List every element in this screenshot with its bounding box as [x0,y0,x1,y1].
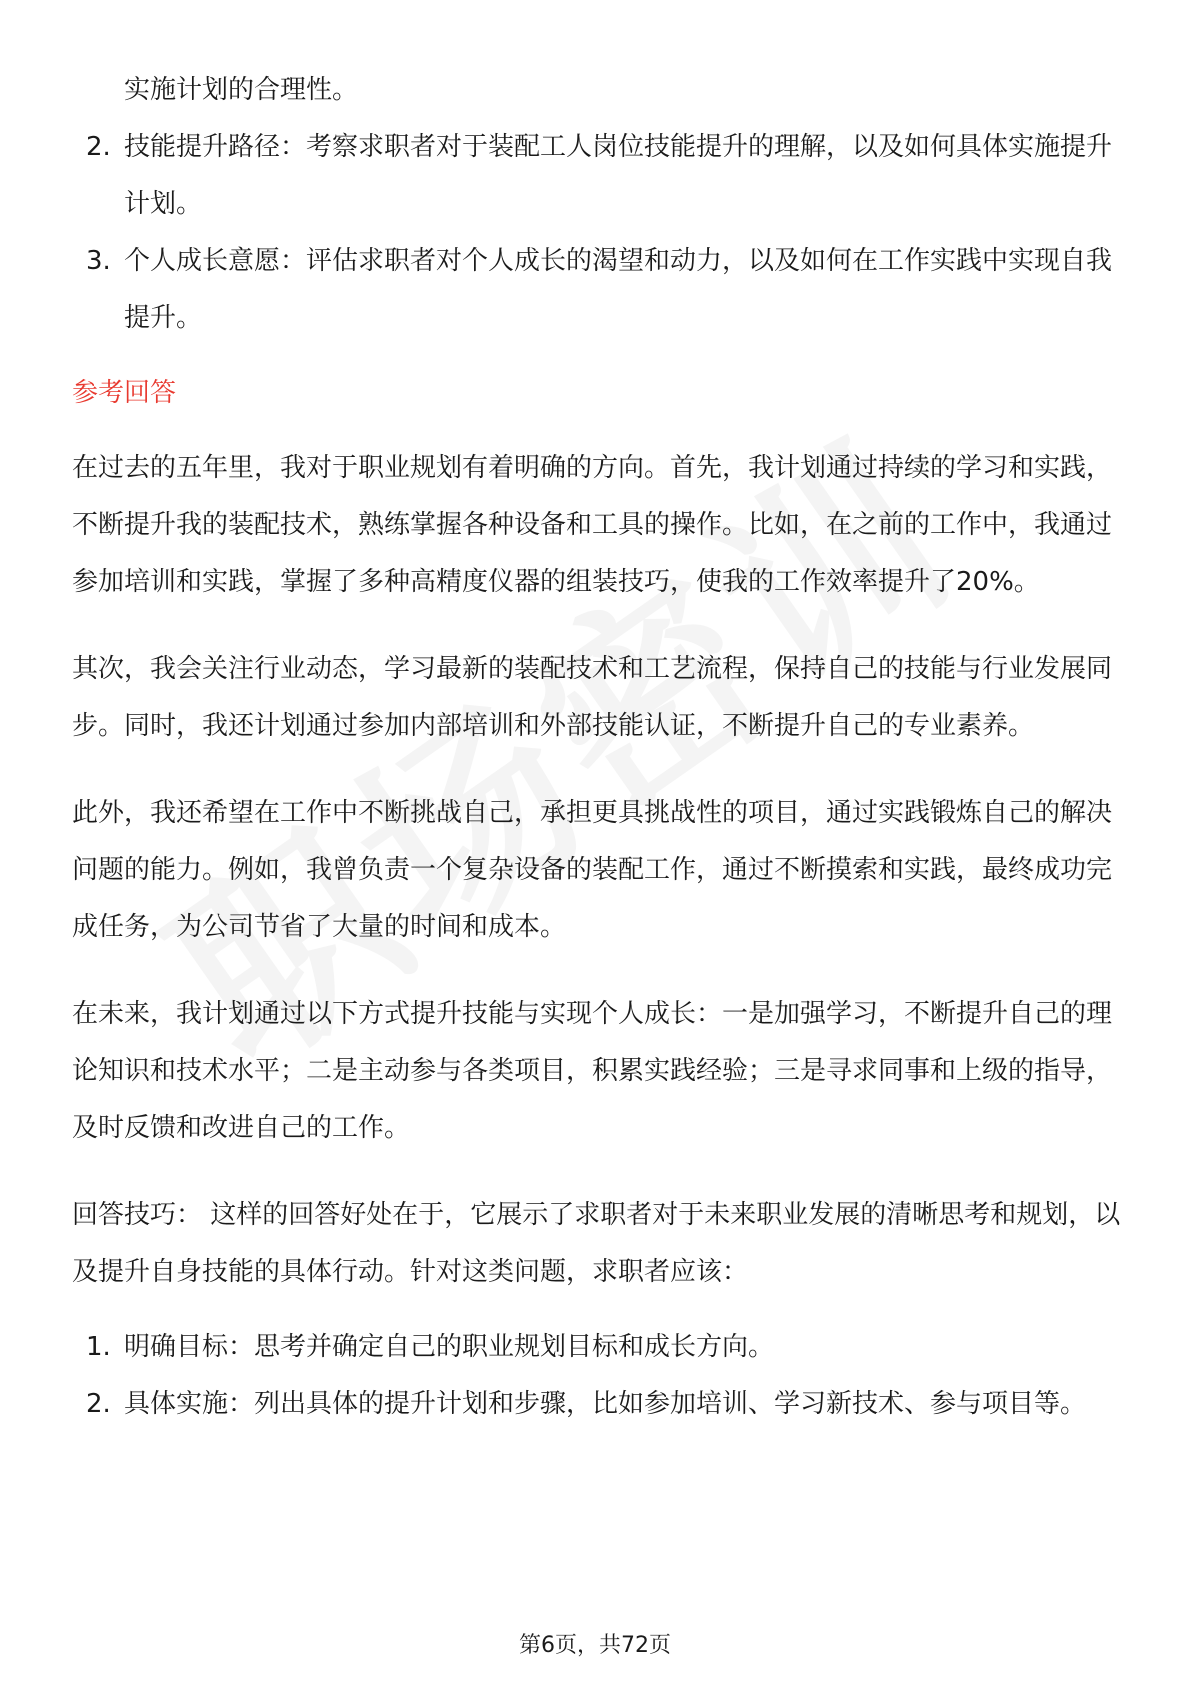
list-item [72,119,1122,233]
list-item-text: 明确目标：思考并确定自己的职业规划目标和成长方向。 [124,1332,775,1362]
page-footer: 第6页，共72页 [519,1633,671,1658]
list-item-continuation: 实施计划的合理性。 [124,75,359,105]
list-item-number: 3. [86,246,111,276]
list-item-text: 技能提升路径：考察求职者对于装配工人岗位技能提升的理解，以及如何具体实施提升计划。 [124,132,1113,219]
evaluation-points-list [72,119,1122,347]
list-item-number: 2. [86,1389,111,1419]
list-item-number: 1. [86,1332,111,1362]
tips-list [72,1319,1122,1433]
answer-paragraph: 在未来，我计划通过以下方式提升技能与实现个人成长：一是加强学习，不断提升自己的理论知识和技术水平；二是主动参与各类项目，积累实践经验；三是寻求同事和上级的指导，及时反馈和改进自己的工作。 [72,999,1113,1143]
list-item-number: 2. [86,132,111,162]
answer-paragraph: 在过去的五年里，我对于职业规划有着明确的方向。首先，我计划通过持续的学习和实践，不断提升我的装配技术，熟练掌握各种设备和工具的操作。比如，在之前的工作中，我通过参加培训和实践，掌握了多种高精度仪器的组装技巧，使我的工作效率提升了20%。 [72,453,1113,597]
answer-paragraph: 此外，我还希望在工作中不断挑战自己，承担更具挑战性的项目，通过实践锻炼自己的解决问题的能力。例如，我曾负责一个复杂设备的装配工作，通过不断摸索和实践，最终成功完成任务，为公司节省了大量的时间和成本。 [72,798,1113,942]
list-item-text: 具体实施：列出具体的提升计划和步骤，比如参加培训、学习新技术、参与项目等。 [124,1389,1087,1419]
answer-tips-paragraph: 回答技巧： 这样的回答好处在于，它展示了求职者对于未来职业发展的清晰思考和规划，以及提升自身技能的具体行动。针对这类问题，求职者应该： [72,1200,1121,1287]
list-item [72,233,1122,347]
page-content [72,62,1122,1433]
list-item [72,1319,1122,1376]
answer-paragraph: 其次，我会关注行业动态，学习最新的装配技术和工艺流程，保持自己的技能与行业发展同步。同时，我还计划通过参加内部培训和外部技能认证，不断提升自己的专业素养。 [72,654,1113,741]
section-heading: 参考回答 [72,378,177,408]
list-item [72,1376,1122,1433]
list-item-text: 个人成长意愿：评估求职者对个人成长的渴望和动力，以及如何在工作实践中实现自我提升。 [124,246,1113,333]
